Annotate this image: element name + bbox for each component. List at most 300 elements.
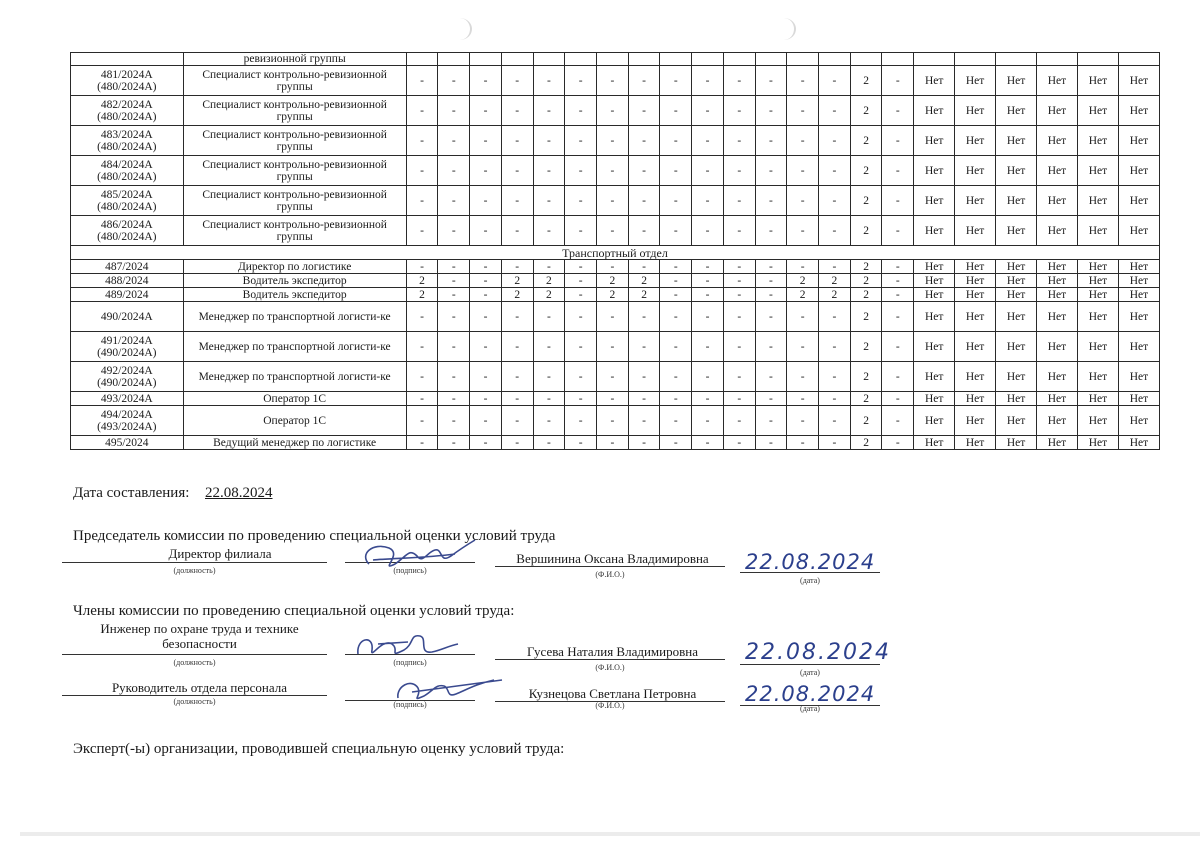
cell-value: - <box>597 186 629 216</box>
cell-value: - <box>565 332 597 362</box>
cell-value: Нет <box>1118 126 1159 156</box>
cell-value: - <box>882 302 914 332</box>
cell-value: - <box>628 186 660 216</box>
cell-value: - <box>819 186 851 216</box>
cell-value: - <box>470 332 502 362</box>
table-row <box>71 362 1160 392</box>
cell-position: Специалист контрольно-ревизионной группы <box>183 96 406 126</box>
cell-position: Менеджер по транспортной логисти-ке <box>183 332 406 362</box>
cell-value: - <box>406 406 438 436</box>
cell-position: Специалист контрольно-ревизионной группы <box>183 216 406 246</box>
cell-value: - <box>755 436 787 450</box>
cell-value <box>438 53 470 66</box>
cell-position: Специалист контрольно-ревизионной группы <box>183 186 406 216</box>
cell-value: - <box>755 302 787 332</box>
chairman-signature-caption: (подпись) <box>393 566 427 575</box>
cell-value: - <box>723 66 755 96</box>
cell-value: - <box>597 362 629 392</box>
cell-workplace-number: 495/2024 <box>71 436 184 450</box>
chairman-signature <box>355 534 495 578</box>
cell-value: 2 <box>850 126 882 156</box>
member-2-name: Кузнецова Светлана Петровна <box>528 686 697 701</box>
cell-value: 2 <box>501 274 533 288</box>
cell-value: Нет <box>1118 288 1159 302</box>
cell-value: - <box>755 66 787 96</box>
cell-value: - <box>406 362 438 392</box>
cell-value: - <box>660 96 692 126</box>
table-row <box>71 156 1160 186</box>
member-1-date-caption: (дата) <box>800 668 820 677</box>
cell-workplace-number: 486/2024А (480/2024А) <box>71 216 184 246</box>
cell-value: - <box>597 126 629 156</box>
cell-value: 2 <box>597 274 629 288</box>
cell-value: - <box>787 126 819 156</box>
members-heading: Члены комиссии по проведению специальной оценки условий труда: <box>73 603 515 619</box>
table-row <box>71 332 1160 362</box>
cell-value: - <box>470 126 502 156</box>
cell-value: - <box>692 392 724 406</box>
table-row <box>71 186 1160 216</box>
cell-value: - <box>628 406 660 436</box>
cell-value <box>1037 53 1078 66</box>
cell-value: - <box>660 186 692 216</box>
cell-value: 2 <box>501 288 533 302</box>
cell-value: - <box>470 156 502 186</box>
cell-value: - <box>660 302 692 332</box>
cell-value: Нет <box>996 332 1037 362</box>
cell-value: Нет <box>914 406 955 436</box>
cell-value: - <box>819 302 851 332</box>
cell-value: - <box>565 302 597 332</box>
table-row <box>71 66 1160 96</box>
cell-value: - <box>470 216 502 246</box>
cell-value: - <box>565 392 597 406</box>
cell-value: Нет <box>996 288 1037 302</box>
cell-value: - <box>597 302 629 332</box>
cell-value: Нет <box>1077 406 1118 436</box>
cell-value: Нет <box>996 436 1037 450</box>
member-2-position: Руководитель отдела персонала <box>111 680 288 695</box>
cell-value: - <box>501 260 533 274</box>
cell-value: - <box>533 96 565 126</box>
cell-value: - <box>406 436 438 450</box>
cell-value: 2 <box>850 332 882 362</box>
cell-value: - <box>755 406 787 436</box>
cell-value: Нет <box>1118 186 1159 216</box>
cell-workplace-number: 491/2024А (490/2024А) <box>71 332 184 362</box>
cell-value: - <box>628 156 660 186</box>
cell-value <box>723 53 755 66</box>
cell-value: - <box>787 156 819 186</box>
cell-value: 2 <box>850 216 882 246</box>
cell-value: - <box>755 332 787 362</box>
cell-value: - <box>597 392 629 406</box>
cell-value: Нет <box>914 126 955 156</box>
section-row <box>71 246 1160 260</box>
cell-value: - <box>470 274 502 288</box>
cell-position: Менеджер по транспортной логисти-ке <box>183 362 406 392</box>
cell-value: Нет <box>955 406 996 436</box>
cell-position: Менеджер по транспортной логисти-ке <box>183 302 406 332</box>
cell-value: 2 <box>850 362 882 392</box>
experts-heading: Эксперт(-ы) организации, проводившей специальную оценку условий труда: <box>73 741 565 757</box>
cell-value: - <box>882 288 914 302</box>
punch-hole-left <box>448 18 472 40</box>
cell-value: 2 <box>819 288 851 302</box>
cell-value <box>406 53 438 66</box>
cell-value: - <box>723 260 755 274</box>
cell-workplace-number: 482/2024А (480/2024А) <box>71 96 184 126</box>
cell-value: - <box>787 186 819 216</box>
table-row <box>71 216 1160 246</box>
cell-value: - <box>597 260 629 274</box>
cell-value: - <box>628 216 660 246</box>
cell-value: - <box>533 216 565 246</box>
cell-value: - <box>755 274 787 288</box>
cell-value: - <box>565 216 597 246</box>
cell-value: - <box>501 302 533 332</box>
cell-value: Нет <box>1077 156 1118 186</box>
cell-value: Нет <box>996 186 1037 216</box>
cell-workplace-number: 488/2024 <box>71 274 184 288</box>
cell-value: - <box>755 126 787 156</box>
cell-value: Нет <box>1037 406 1078 436</box>
cell-value: Нет <box>1037 260 1078 274</box>
cell-value: 2 <box>406 274 438 288</box>
table-row <box>71 260 1160 274</box>
cell-value: - <box>819 332 851 362</box>
cell-value: Нет <box>955 288 996 302</box>
cell-value: 2 <box>850 156 882 186</box>
cell-value <box>692 53 724 66</box>
date-value: 22.08.2024 <box>205 485 273 501</box>
cell-value: - <box>438 66 470 96</box>
cell-value: - <box>882 274 914 288</box>
cell-value: - <box>438 156 470 186</box>
cell-value: - <box>819 156 851 186</box>
member-1-date-line <box>740 664 880 665</box>
cell-value: - <box>882 406 914 436</box>
cell-value: - <box>692 186 724 216</box>
chairman-name: Вершинина Оксана Владимировна <box>516 551 709 566</box>
cell-value <box>914 53 955 66</box>
member-2-position-caption: (должность) <box>173 697 216 706</box>
cell-value: - <box>723 436 755 450</box>
cell-position: Водитель экспедитор <box>183 274 406 288</box>
cell-value: - <box>882 392 914 406</box>
cell-value: Нет <box>1077 126 1118 156</box>
cell-value: Нет <box>996 216 1037 246</box>
cell-value: Нет <box>955 66 996 96</box>
cell-value: - <box>882 332 914 362</box>
cell-value: 2 <box>850 66 882 96</box>
cell-value: - <box>533 126 565 156</box>
cell-value: - <box>882 216 914 246</box>
cell-value: - <box>628 96 660 126</box>
cell-value: - <box>787 436 819 450</box>
punch-hole-right <box>772 18 796 40</box>
cell-value: - <box>533 406 565 436</box>
cell-value: - <box>470 392 502 406</box>
cell-position: Специалист контрольно-ревизионной группы <box>183 66 406 96</box>
date-label: Дата составления: <box>73 485 190 501</box>
cell-value: Нет <box>996 362 1037 392</box>
table-row <box>71 406 1160 436</box>
cell-value: - <box>787 66 819 96</box>
cell-value: Нет <box>1118 362 1159 392</box>
table-row <box>71 96 1160 126</box>
cell-position: ревизионной группы <box>183 53 406 66</box>
cell-value: - <box>723 288 755 302</box>
cell-value: Нет <box>955 260 996 274</box>
cell-value: - <box>882 260 914 274</box>
cell-value: Нет <box>1118 436 1159 450</box>
cell-value: Нет <box>1118 156 1159 186</box>
cell-value: - <box>533 332 565 362</box>
cell-value: - <box>597 216 629 246</box>
cell-value: 2 <box>850 186 882 216</box>
cell-value: - <box>787 216 819 246</box>
cell-value: - <box>819 96 851 126</box>
cell-value: Нет <box>1118 216 1159 246</box>
cell-value: - <box>692 216 724 246</box>
cell-value <box>597 53 629 66</box>
cell-value: Нет <box>1077 216 1118 246</box>
cell-value: - <box>438 362 470 392</box>
cell-value: Нет <box>1037 332 1078 362</box>
cell-value: - <box>501 362 533 392</box>
cell-value: Нет <box>1118 274 1159 288</box>
cell-value <box>533 53 565 66</box>
cell-value: Нет <box>996 156 1037 186</box>
cell-value: 2 <box>533 288 565 302</box>
cell-value: - <box>406 332 438 362</box>
cell-value: Нет <box>1118 66 1159 96</box>
cell-value: Нет <box>1037 66 1078 96</box>
cell-workplace-number: 494/2024А (493/2024А) <box>71 406 184 436</box>
cell-value: - <box>438 302 470 332</box>
section-title: Транспортный отдел <box>71 246 1160 260</box>
cell-value: - <box>438 126 470 156</box>
cell-value: - <box>597 436 629 450</box>
cell-value: - <box>660 436 692 450</box>
cell-value: - <box>755 96 787 126</box>
cell-value: Нет <box>1077 332 1118 362</box>
cell-value: - <box>438 186 470 216</box>
cell-value <box>787 53 819 66</box>
cell-value: - <box>755 216 787 246</box>
cell-value: - <box>882 66 914 96</box>
cell-value: - <box>692 66 724 96</box>
cell-value: - <box>438 406 470 436</box>
member-1-name-caption: (Ф.И.О.) <box>595 663 625 672</box>
member-2-date-caption: (дата) <box>800 704 820 713</box>
member-1-position: Инженер по охране труда и технике безопасности <box>100 621 299 651</box>
cell-value <box>996 53 1037 66</box>
cell-value: - <box>533 362 565 392</box>
cell-value: - <box>723 362 755 392</box>
cell-value: - <box>565 66 597 96</box>
cell-value: Нет <box>1037 186 1078 216</box>
cell-value: - <box>819 216 851 246</box>
cell-value: - <box>723 216 755 246</box>
cell-value: Нет <box>1037 96 1078 126</box>
cell-value: - <box>692 156 724 186</box>
cell-value: - <box>755 288 787 302</box>
cell-value: - <box>787 406 819 436</box>
cell-value <box>501 53 533 66</box>
cell-value: - <box>501 186 533 216</box>
cell-value: - <box>597 96 629 126</box>
cell-value: - <box>882 362 914 392</box>
cell-value: - <box>406 186 438 216</box>
cell-value: - <box>565 436 597 450</box>
cell-value: 2 <box>850 274 882 288</box>
cell-value: Нет <box>914 274 955 288</box>
member-1-signature <box>348 624 468 668</box>
cell-value: 2 <box>597 288 629 302</box>
cell-value: Нет <box>1077 302 1118 332</box>
member-1-name: Гусева Наталия Владимировна <box>527 644 698 659</box>
cell-value: - <box>660 66 692 96</box>
cell-value: - <box>501 406 533 436</box>
cell-value: Нет <box>914 362 955 392</box>
cell-value: - <box>628 66 660 96</box>
cell-value: - <box>882 156 914 186</box>
member-2-date-handwritten: 22.08.2024 <box>745 682 876 706</box>
cell-value: - <box>470 96 502 126</box>
cell-value: Нет <box>996 392 1037 406</box>
cell-value: - <box>470 302 502 332</box>
cell-value: - <box>533 186 565 216</box>
member-1-name-line <box>495 659 725 660</box>
member-2-position-line <box>62 695 327 696</box>
cell-value: Нет <box>1118 406 1159 436</box>
cell-value: - <box>406 66 438 96</box>
cell-value: Нет <box>1077 274 1118 288</box>
cell-value: 2 <box>850 260 882 274</box>
cell-workplace-number: 489/2024 <box>71 288 184 302</box>
cell-value: - <box>406 216 438 246</box>
cell-value: Нет <box>1118 392 1159 406</box>
chairman-date-caption: (дата) <box>800 576 820 585</box>
cell-value: - <box>406 126 438 156</box>
cell-value: - <box>501 126 533 156</box>
cell-value: - <box>470 260 502 274</box>
cell-value: - <box>660 288 692 302</box>
cell-value: - <box>470 66 502 96</box>
cell-value: - <box>565 186 597 216</box>
cell-workplace-number <box>71 53 184 66</box>
cell-value: - <box>501 332 533 362</box>
cell-workplace-number: 483/2024А (480/2024А) <box>71 126 184 156</box>
cell-value: - <box>628 302 660 332</box>
member-2-signature-caption: (подпись) <box>393 700 427 709</box>
cell-value: - <box>723 274 755 288</box>
cell-value: Нет <box>1077 288 1118 302</box>
cell-value: - <box>438 332 470 362</box>
cell-value: - <box>660 406 692 436</box>
cell-value: Нет <box>1037 156 1078 186</box>
cell-value: - <box>501 66 533 96</box>
cell-value: - <box>660 274 692 288</box>
cell-value: - <box>628 392 660 406</box>
cell-value: Нет <box>914 96 955 126</box>
cell-workplace-number: 490/2024А <box>71 302 184 332</box>
cell-value: - <box>565 126 597 156</box>
cell-value: - <box>597 66 629 96</box>
cell-value <box>882 53 914 66</box>
cell-value: Нет <box>1077 96 1118 126</box>
cell-value: - <box>723 406 755 436</box>
chairman-name-caption: (Ф.И.О.) <box>595 570 625 579</box>
cell-value: - <box>470 186 502 216</box>
table-row <box>71 302 1160 332</box>
cell-value: - <box>723 302 755 332</box>
chairman-date-handwritten: 22.08.2024 <box>745 550 876 574</box>
cell-value <box>850 53 882 66</box>
cell-value: 2 <box>406 288 438 302</box>
cell-value: - <box>470 436 502 450</box>
cell-workplace-number: 481/2024А (480/2024А) <box>71 66 184 96</box>
cell-value: - <box>438 274 470 288</box>
cell-value: Нет <box>914 288 955 302</box>
cell-value: Нет <box>914 186 955 216</box>
cell-value: - <box>755 362 787 392</box>
cell-value: - <box>597 332 629 362</box>
cell-value: - <box>565 274 597 288</box>
cell-value: 2 <box>533 274 565 288</box>
cell-value: - <box>692 96 724 126</box>
table-row <box>71 436 1160 450</box>
cell-value: Нет <box>996 66 1037 96</box>
cell-value: - <box>882 436 914 450</box>
cell-value: 2 <box>850 302 882 332</box>
cell-value: - <box>819 66 851 96</box>
cell-value: Нет <box>914 332 955 362</box>
cell-value: - <box>438 260 470 274</box>
cell-value: - <box>438 392 470 406</box>
cell-value: - <box>565 260 597 274</box>
cell-value: - <box>565 406 597 436</box>
cell-position: Специалист контрольно-ревизионной группы <box>183 156 406 186</box>
cell-value: - <box>565 362 597 392</box>
chairman-position: Директор филиала <box>168 546 272 561</box>
cell-value: - <box>787 362 819 392</box>
cell-value: - <box>565 96 597 126</box>
cell-value: Нет <box>955 216 996 246</box>
cell-value: - <box>533 302 565 332</box>
cell-value: - <box>406 96 438 126</box>
cell-value: - <box>755 156 787 186</box>
cell-value: - <box>565 288 597 302</box>
cell-value: - <box>692 362 724 392</box>
cell-value: 2 <box>819 274 851 288</box>
cell-value: - <box>533 260 565 274</box>
cell-value: - <box>692 288 724 302</box>
cell-value <box>1118 53 1159 66</box>
cell-value: Нет <box>914 66 955 96</box>
chairman-date-line <box>740 572 880 573</box>
cell-value: - <box>692 260 724 274</box>
cell-value: - <box>660 392 692 406</box>
cell-value: - <box>723 156 755 186</box>
cell-value: Нет <box>996 96 1037 126</box>
cell-value: - <box>406 260 438 274</box>
cell-value: - <box>628 126 660 156</box>
cell-value: - <box>628 332 660 362</box>
page-bottom-edge <box>20 832 1200 836</box>
